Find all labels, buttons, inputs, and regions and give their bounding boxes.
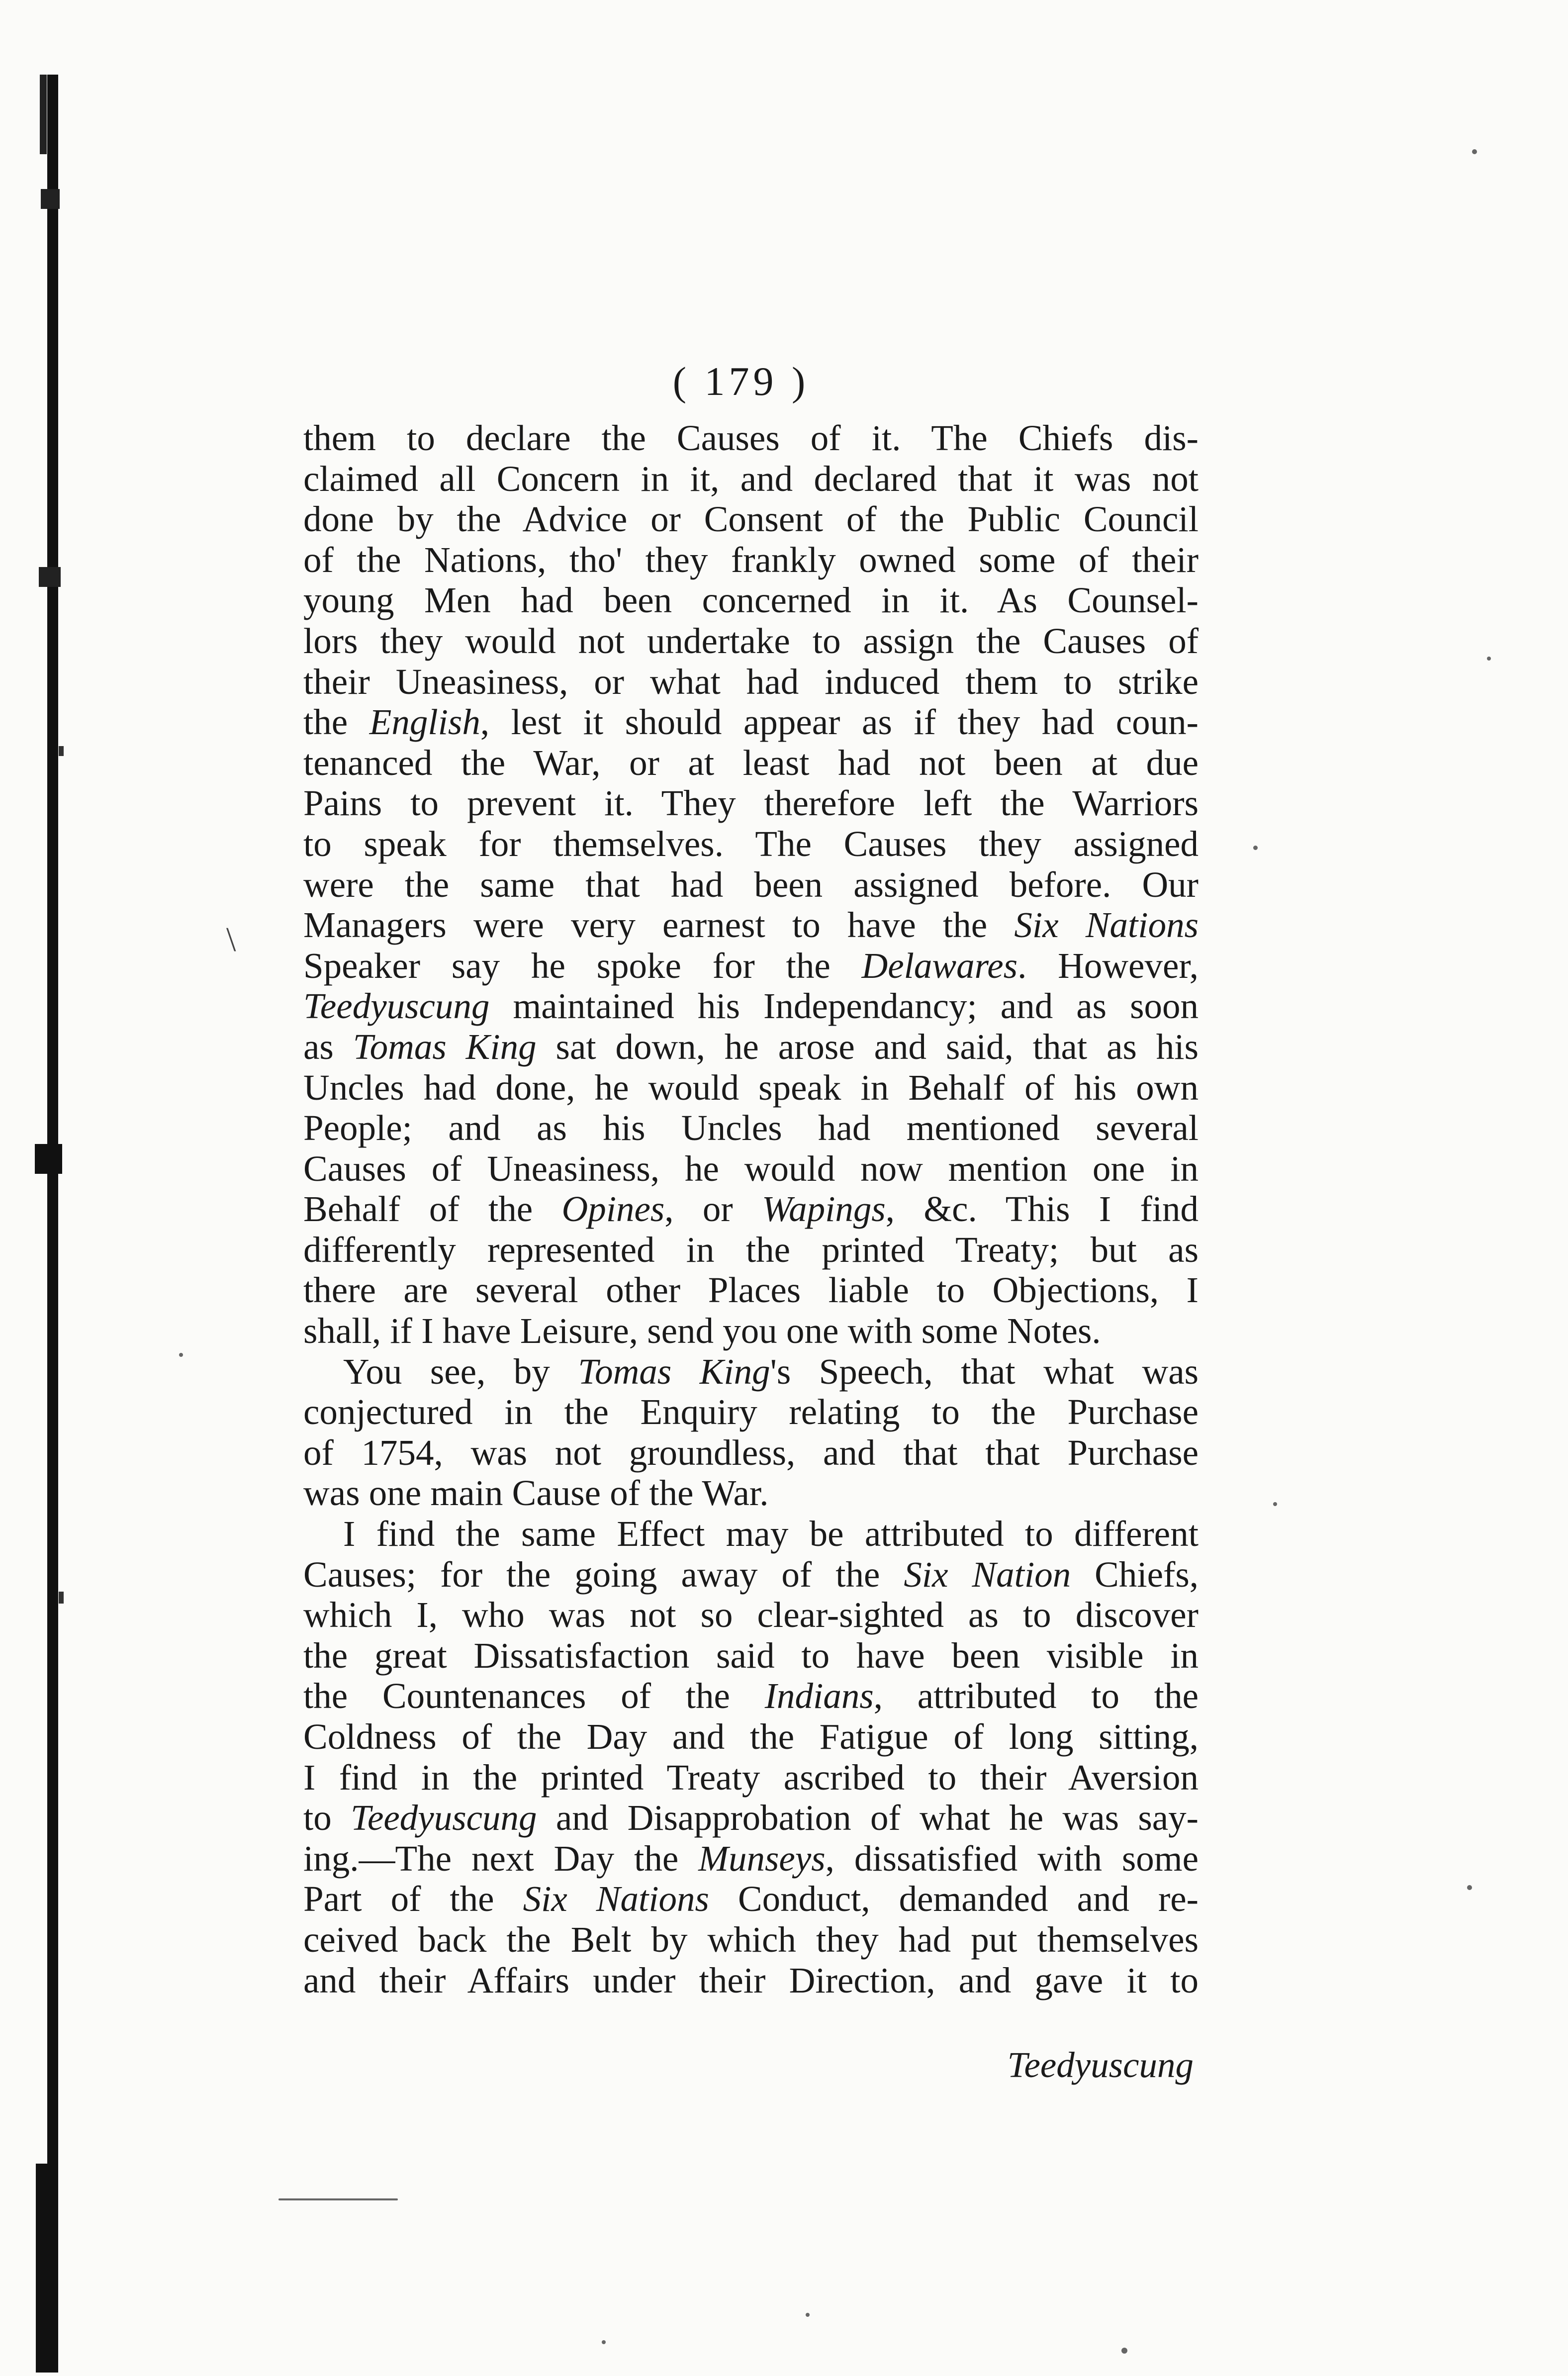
text-line: tenanced the War, or at least had not been at due	[303, 742, 1199, 783]
text-line: the English, lest it should appear as if they had coun-	[303, 702, 1199, 743]
binding-edge	[0, 0, 75, 2376]
text-line: lors they would not undertake to assign the Causes of	[303, 620, 1199, 661]
text-line: Causes of Uneasiness, he would now mention one in	[303, 1148, 1199, 1189]
catchword: Teedyuscung	[1007, 2045, 1194, 2085]
text-line: Teedyuscung maintained his Independancy; and as soon	[303, 986, 1199, 1027]
text-line: I find the same Effect may be attributed to different	[343, 1514, 1199, 1554]
text-line: were the same that had been assigned before. Our	[303, 864, 1199, 905]
text-line: I find in the printed Treaty ascribed to their Aversion	[303, 1757, 1199, 1798]
body-text	[303, 418, 1199, 2000]
text-line: Part of the Six Nations Conduct, demanded and re-	[303, 1879, 1199, 1919]
text-line: Behalf of the Opines, or Wapings, &c. This I find	[303, 1189, 1199, 1230]
margin-mark: \	[226, 921, 236, 959]
text-line: claimed all Concern in it, and declared that it was not	[303, 458, 1199, 499]
text-line: young Men had been concerned in it. As Counsel-	[303, 580, 1199, 621]
text-line: them to declare the Causes of it. The Chiefs dis-	[303, 418, 1199, 458]
text-line: their Uneasiness, or what had induced them to strike	[303, 661, 1199, 702]
text-line: ing.—The next Day the Munseys, dissatisfied with some	[303, 1838, 1199, 1879]
text-line: which I, who was not so clear-sighted as to discover	[303, 1595, 1199, 1635]
text-line: shall, if I have Leisure, send you one with some Notes.	[303, 1311, 1101, 1351]
text-line: as Tomas King sat down, he arose and said, that as his	[303, 1026, 1199, 1067]
text-line: Coldness of the Day and the Fatigue of long sitting,	[303, 1716, 1199, 1757]
text-line: to speak for themselves. The Causes they assigned	[303, 823, 1199, 864]
text-line: was one main Cause of the War.	[303, 1473, 769, 1514]
text-line: there are several other Places liable to Objections, I	[303, 1270, 1199, 1311]
text-line: conjectured in the Enquiry relating to the Purchase	[303, 1392, 1199, 1432]
page-number: ( 179 )	[672, 359, 810, 404]
text-line: Managers were very earnest to have the Six Nations	[303, 905, 1199, 946]
text-line: of 1754, was not groundless, and that that Purchase	[303, 1432, 1199, 1473]
text-line: You see, by Tomas King's Speech, that what was	[343, 1351, 1199, 1392]
text-line: and their Affairs under their Direction, and gave it to	[303, 1960, 1199, 2000]
text-line: People; and as his Uncles had mentioned several	[303, 1108, 1199, 1148]
text-line: ceived back the Belt by which they had put themselves	[303, 1919, 1199, 1960]
text-line: to Teedyuscung and Disapprobation of what he was say-	[303, 1798, 1199, 1838]
text-line: differently represented in the printed Treaty; but as	[303, 1229, 1199, 1270]
text-line: Causes; for the going away of the Six Nation Chiefs,	[303, 1554, 1199, 1595]
text-line: done by the Advice or Consent of the Public Council	[303, 499, 1199, 540]
text-line: the great Dissatisfaction said to have been visible in	[303, 1635, 1199, 1676]
text-line: Uncles had done, he would speak in Behalf of his own	[303, 1067, 1199, 1108]
text-line: of the Nations, tho' they frankly owned some of their	[303, 539, 1199, 580]
text-line: Speaker say he spoke for the Delawares. However,	[303, 945, 1199, 986]
text-line: Pains to prevent it. They therefore left the Warriors	[303, 783, 1199, 824]
text-line: the Countenances of the Indians, attributed to the	[303, 1676, 1199, 1716]
